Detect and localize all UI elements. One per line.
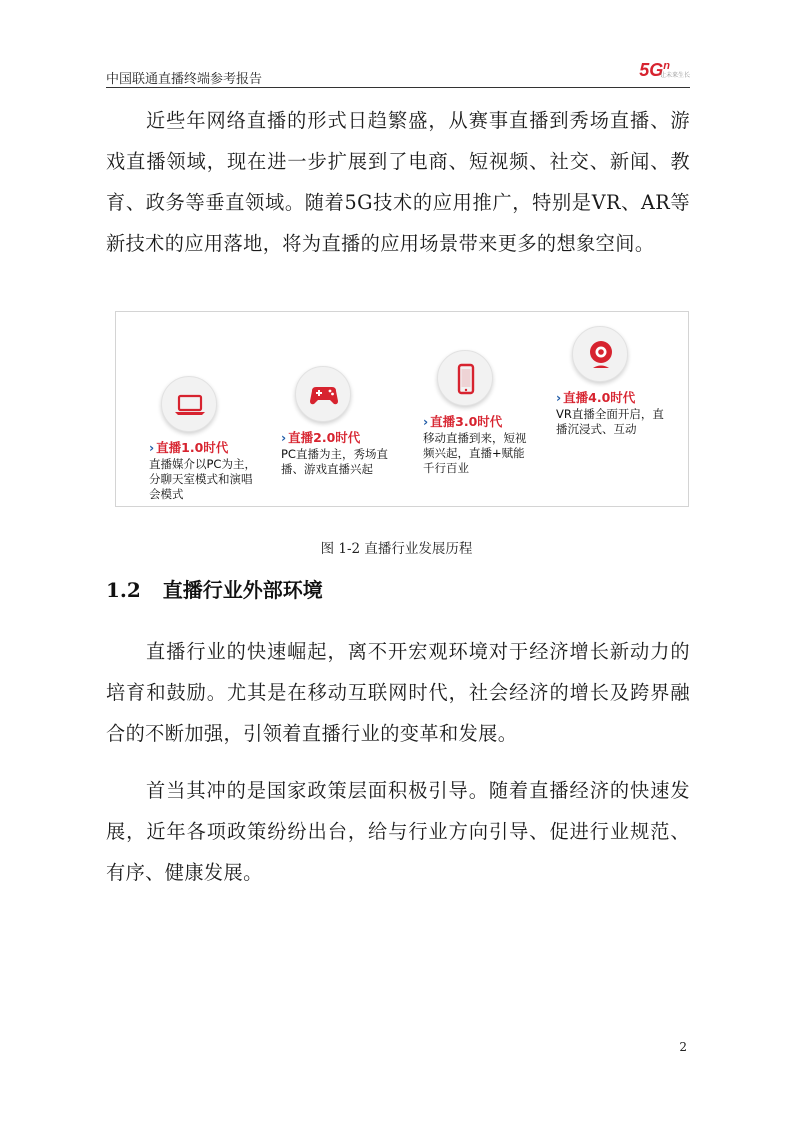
stage-4 [556, 326, 666, 437]
stage-4-title-text: 直播4.0时代 [563, 390, 636, 405]
stage-3-desc: 移动直播到来，短视频兴起，直播+赋能千行百业 [423, 431, 527, 475]
stage-4-desc: VR直播全面开启，直播沉浸式、互动 [556, 407, 664, 436]
logo-sup-text: n [663, 60, 670, 72]
gamepad-icon [295, 366, 351, 422]
section-title: 直播行业外部环境 [162, 578, 323, 602]
stage-1-title [149, 438, 259, 456]
logo-main-text: 5G [639, 60, 664, 80]
chevron-right-icon: › [281, 430, 287, 445]
stage-2-title [281, 428, 391, 446]
stage-2-desc: PC直播为主，秀场直播、游戏直播兴起 [281, 447, 388, 476]
header-title: 中国联通直播终端参考报告 [106, 72, 263, 87]
stage-3-title [423, 412, 533, 430]
chevron-right-icon: › [556, 390, 562, 405]
page-number: 2 [679, 1040, 687, 1054]
stage-1-title-text: 直播1.0时代 [156, 440, 229, 455]
chevron-right-icon: › [149, 440, 155, 455]
smartphone-icon [437, 350, 493, 406]
stage-2-title-text: 直播2.0时代 [288, 430, 361, 445]
stage-3-title-text: 直播3.0时代 [430, 414, 503, 429]
section-heading [106, 574, 323, 603]
page-header [106, 58, 690, 88]
laptop-icon [161, 376, 217, 432]
stage-1 [149, 376, 259, 502]
section-number: 1.2 [106, 578, 141, 602]
stage-1-desc: 直播媒介以PC为主，分聊天室模式和演唱会模式 [149, 457, 256, 501]
intro-paragraph: 近些年网络直播的形式日趋繁盛，从赛事直播到秀场直播、游戏直播领域，现在进一步扩展到了电商、短视频、社交、新闻、教育、政务等垂直领域。随着5G技术的应用推广，特别是VR、AR等新技术的应用落地，将为直播的应用场景带来更多的想象空间。 [106, 109, 690, 255]
webcam-icon [572, 326, 628, 382]
stage-2 [281, 366, 391, 477]
chevron-right-icon: › [423, 414, 429, 429]
live-streaming-history-figure [115, 311, 689, 507]
stage-3 [423, 350, 533, 476]
stage-4-title [556, 388, 666, 406]
logo-tagline: 让未来生长 [659, 72, 690, 79]
figure-caption: 图 1-2 直播行业发展历程 [320, 541, 473, 557]
body-paragraph-1: 直播行业的快速崛起，离不开宏观环境对于经济增长新动力的培育和鼓励。尤其是在移动互联网时代，社会经济的增长及跨界融合的不断加强，引领着直播行业的变革和发展。 [106, 640, 690, 745]
body-paragraph-2: 首当其冲的是国家政策层面积极引导。随着直播经济的快速发展，近年各项政策纷纷出台，给与行业方向引导、促进行业规范、有序、健康发展。 [106, 779, 690, 884]
